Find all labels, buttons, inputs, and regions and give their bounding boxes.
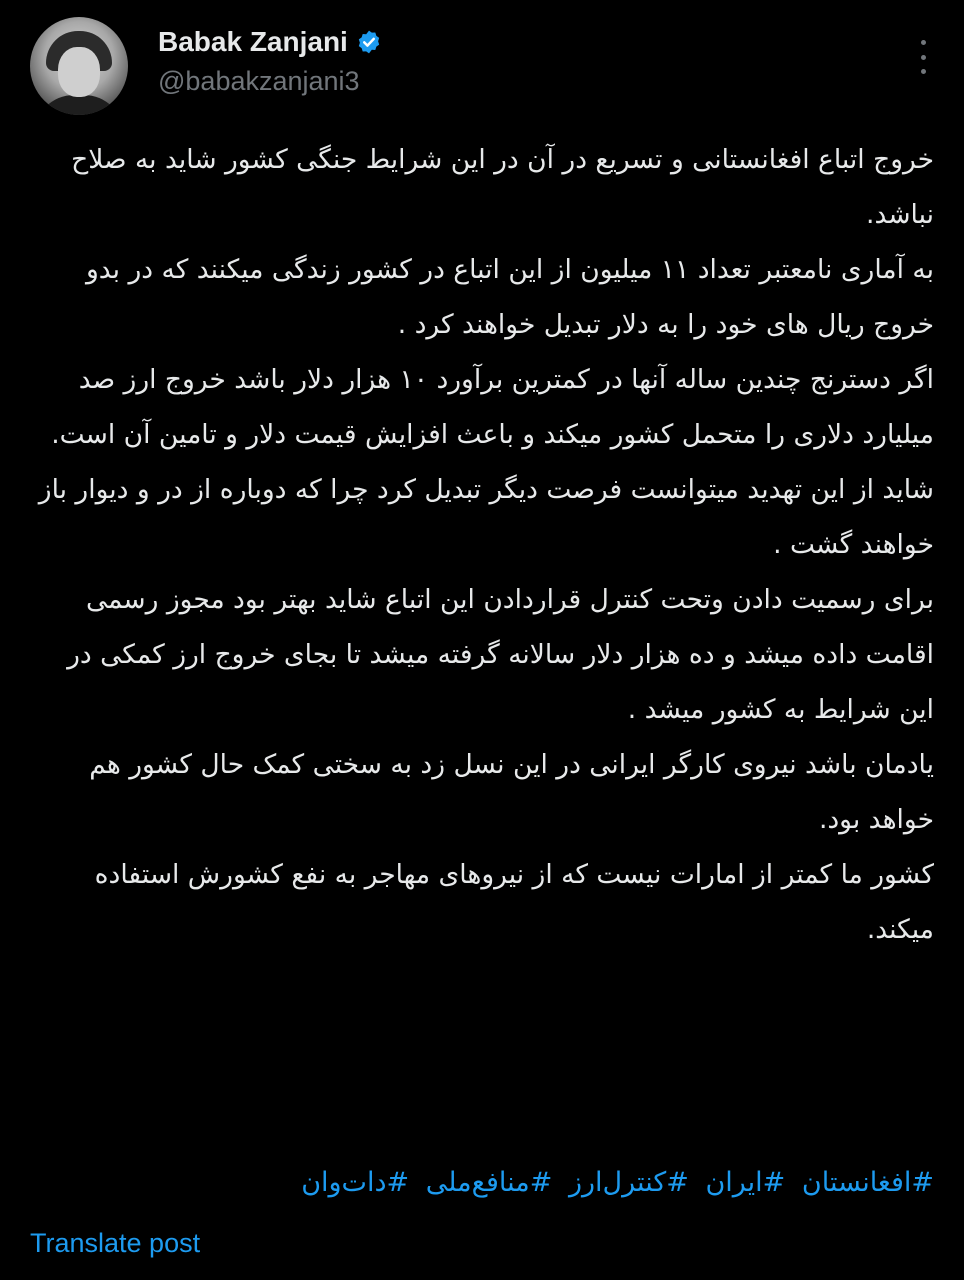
tweet-paragraph: به آماری نامعتبر تعداد ۱۱ میلیون از این اتباع در کشور زندگی میکنند که در بدو خروج ریال های خود را به دلار تبدیل خواهند کرد . [85,254,934,340]
tweet-paragraph: برای رسمیت دادن وتحت کنترل قراردادن این اتباع شاید بهتر بود مجوز رسمی اقامت داده میشد و ده هزار دلار سالانه گرفته میشد تا بجای خروج ارز کمکی در این شرایط به کشور میشد . [67,584,934,725]
hashtag-link[interactable]: #ایران [705,1167,786,1198]
hashtag-list [30,1158,934,1208]
more-dot-icon [921,40,926,45]
display-name-row[interactable] [158,26,382,58]
verified-badge-icon [356,29,382,55]
tweet-paragraph: خروج اتباع افغانستانی و تسریع در آن در این شرایط جنگی کشور شاید به صلاح نباشد. [71,144,934,230]
avatar[interactable] [30,17,128,115]
user-handle[interactable]: @babakzanjani3 [158,66,360,96]
translate-post-link[interactable]: Translate post [30,1228,201,1258]
tweet-paragraph: یادمان باشد نیروی کارگر ایرانی در این نسل زد به سختی کمک حال کشور هم خواهد بود. [89,749,934,835]
tweet-header [0,0,964,130]
hashtag-link[interactable]: #کنترل‌ارز [568,1167,689,1198]
tweet-paragraph: شاید از این تهدید میتوانست فرصت دیگر تبدیل کرد چرا که دوباره از در و دیوار باز خواهند گشت . [38,474,934,560]
more-options-icon[interactable] [918,40,928,74]
more-dot-icon [921,69,926,74]
tweet-paragraph: کشور ما کمتر از امارات نیست که از نیروهای مهاجر به نفع کشورش استفاده میکند. [94,859,934,945]
display-name[interactable]: Babak Zanjani [158,26,348,57]
tweet-paragraph: اگر دسترنج چندین ساله آنها در کمترین برآورد ۱۰ هزار دلار باشد خروج ارز صد میلیارد دلاری را متحمل کشور میکند و باعث افزایش قیمت دلار و تامین آن است. [51,364,934,450]
hashtag-link[interactable]: #منافع‌ملی [425,1167,553,1198]
more-dot-icon [921,55,926,60]
hashtag-link[interactable]: #دات‌وان [301,1167,410,1198]
avatar-face [58,47,100,97]
hashtag-link[interactable]: #افغانستان [801,1167,934,1198]
avatar-shoulders [34,95,124,115]
tweet-text [30,132,934,957]
